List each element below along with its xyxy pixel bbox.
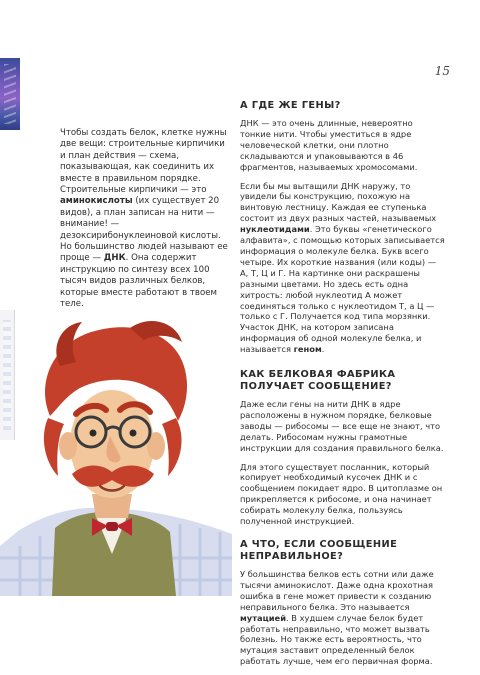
- scientist-illustration: [0, 296, 232, 596]
- term-dna: ДНК: [103, 253, 126, 264]
- term-nucleotides: нуклеотидами: [240, 224, 310, 235]
- term-amino-acids: аминокислоты: [60, 196, 133, 207]
- section-heading-message: КАК БЕЛКОВАЯ ФАБРИКА ПОЛУЧАЕТ СООБЩЕНИЕ?: [240, 369, 396, 393]
- page-number: 15: [434, 64, 450, 78]
- intro-paragraph: Чтобы создать белок, клетке нужны две вещи: строительные кирпичики и план действия — схема, показывающая, как соединить их вместе в правильном порядке. Строительные кирпичики — это аминокислоты (их существует 20 видов), а план записан на нити — внимание! — дезоксирибонуклеиновой кислоты. Но большинство людей называют ее проще — ДНК. Она содержит инструкцию по синтезу всех 100 тысяч видов различных белков, которые вместе работают в твоем теле.: [60, 128, 228, 310]
- right-column: [240, 100, 446, 675]
- term-gene: геном: [293, 344, 322, 355]
- section-heading-genes: А ГДЕ ЖЕ ГЕНЫ?: [240, 100, 341, 111]
- paragraph-nucleotides: Если бы мы вытащили ДНК наружу, то увидели бы конструкцию, похожую на винтовую лестницу. Каждая ее ступенька состоит из двух разных частей, называемых нуклеотидами. Это буквы «генетического алфавита», с помощью которых записывается информация о молекуле белка. Букв всего четыре. Их короткие названия (или коды) — А, Т, Ц и Г. На картинке они раскрашены разными цветами. Но здесь есть одна хитрость: любой нуклеотид А может соединяться только с нуклеотидом Т, а Ц — только с Г. Получается код типа морзянки. Участок ДНК, на котором записана информация об одной молекуле белка, и называется геном.: [240, 180, 445, 355]
- paragraph-dna-threads: ДНК — это очень длинные, невероятно тонкие нити. Чтобы уместиться в ядре человеческой клетки, они плотно складываются и упаковываются в 46 фрагментов, называемых хромосомами.: [240, 118, 418, 172]
- paragraph-ribosomes: Даже если гены на нити ДНК в ядре расположены в нужном порядке, белковые заводы — рибосомы — все еще не знают, что делать. Рибосомам нужны грамотные инструкции для создания правильного белка.: [240, 399, 444, 453]
- strip-decoration: [0, 58, 20, 130]
- term-mutation: мутацией: [240, 612, 287, 623]
- section-heading-wrong-message: А ЧТО, ЕСЛИ СООБЩЕНИЕ НЕПРАВИЛЬНОЕ?: [240, 539, 398, 562]
- paragraph-mutation: У большинства белков есть сотни или даже тысячи аминокислот. Даже одна крохотная ошибка в гене может привести к созданию неправильного белка. Это называется мутацией. В худшем случае белок будет работать неправильно, что может вызвать болезнь. Но также есть вероятность, что мутация заставит определенный белок работать лучше, чем его первичная форма.: [240, 569, 434, 667]
- paragraph-messenger: Для этого существует посланник, который копирует необходимый кусочек ДНК и с сообщением покидает ядро. В цитоплазме он прикрепляется к рибосоме, и она начинает собирать молекулу белка, пользуясь полученной инструкцией.: [240, 461, 443, 527]
